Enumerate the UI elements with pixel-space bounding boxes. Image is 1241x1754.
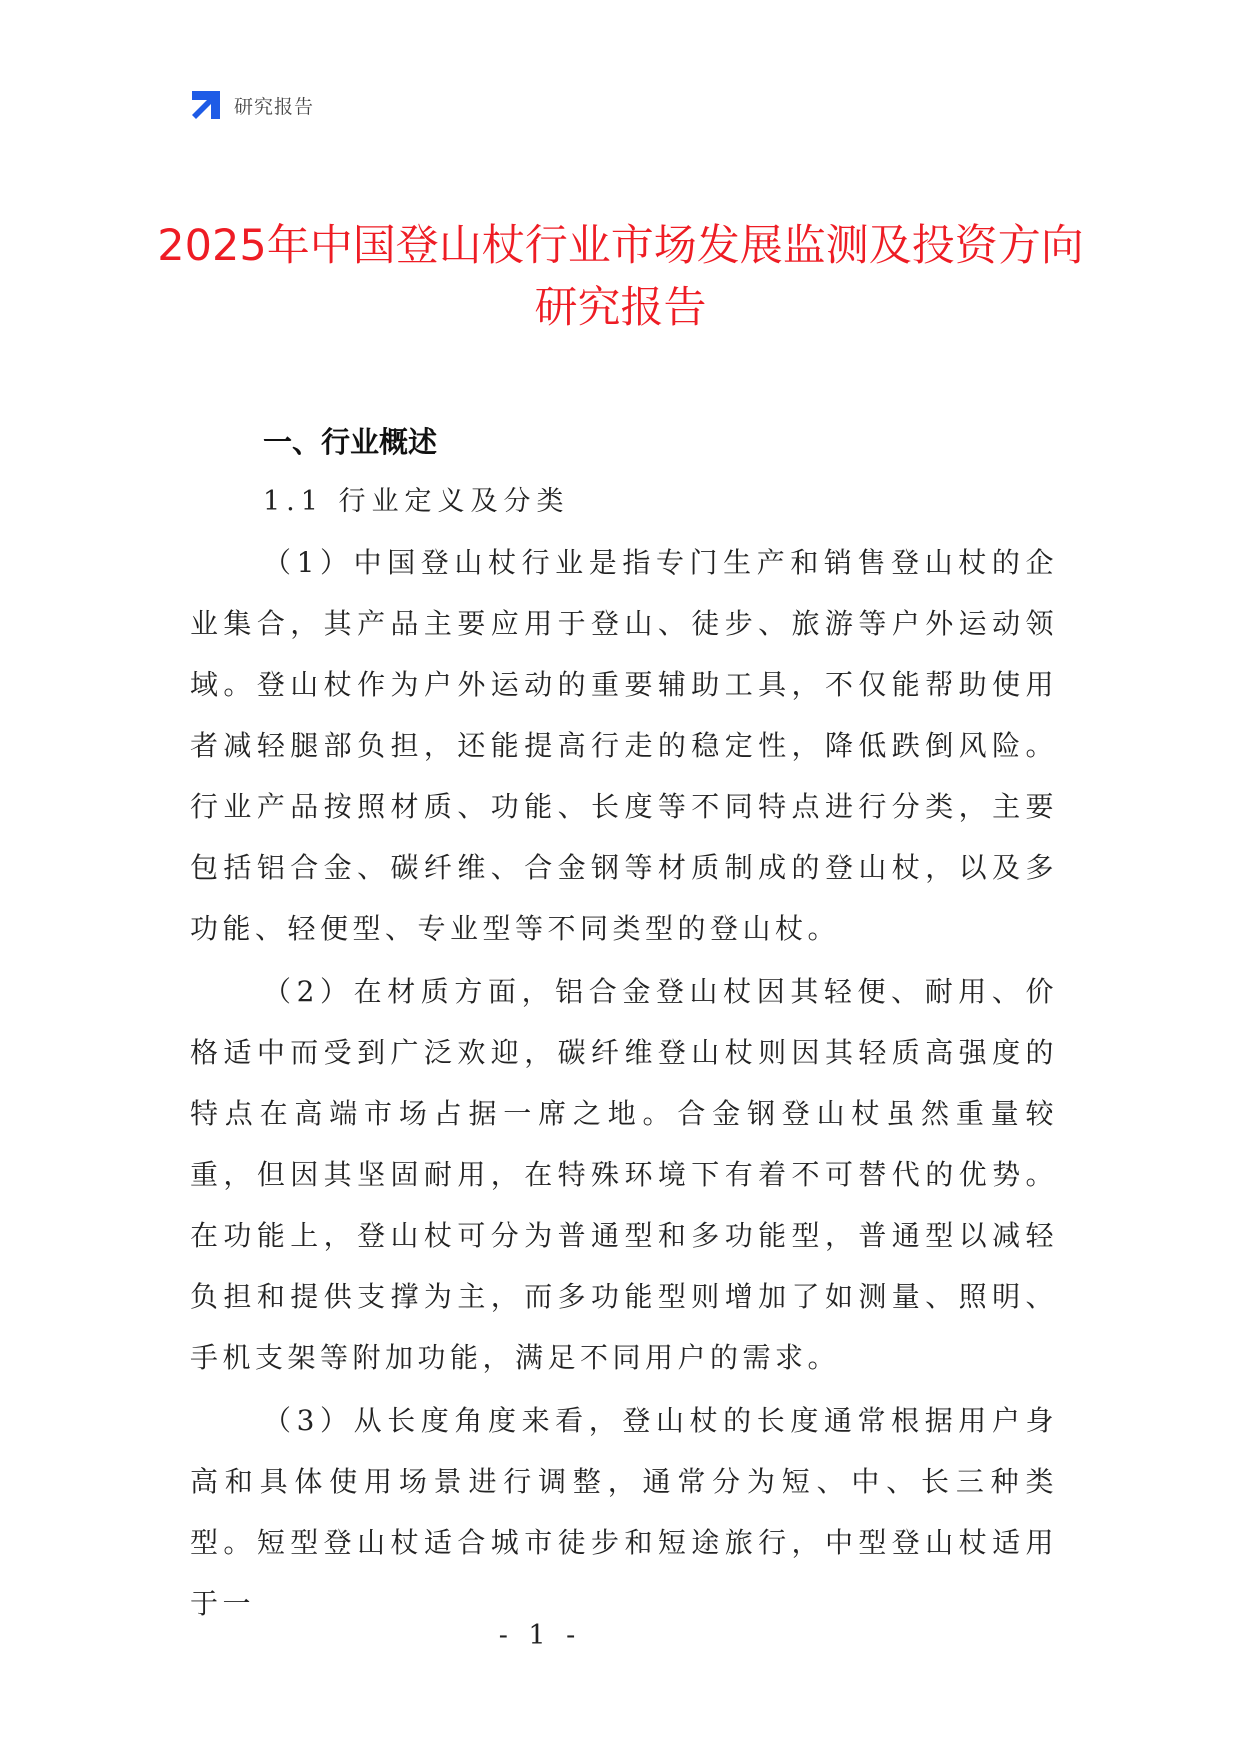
arrow-up-right-icon: [190, 89, 222, 121]
paragraph-3: （3）从长度角度来看，登山杖的长度通常根据用户身高和具体使用场景进行调整，通常分为短、中、长三种类型。短型登山杖适合城市徒步和短途旅行，中型登山杖适用于一: [190, 1404, 1058, 1620]
paragraph-1: （1）中国登山杖行业是指专门生产和销售登山杖的企业集合，其产品主要应用于登山、徒步、旅游等户外运动领域。登山杖作为户外运动的重要辅助工具，不仅能帮助使用者减轻腿部负担，还能提高行走的稳定性，降低跌倒风险。行业产品按照材质、功能、长度等不同特点进行分类，主要包括铝合金、碳纤维、合金钢等材质制成的登山杖，以及多功能、轻便型、专业型等不同类型的登山杖。: [190, 546, 1058, 945]
document-header: [190, 88, 314, 122]
report-body: [190, 412, 1058, 1636]
report-title: 2025年中国登山杖行业市场发展监测及投资方向研究报告: [157, 221, 1084, 333]
paragraph-2: （2）在材质方面，铝合金登山杖因其轻便、耐用、价格适中而受到广泛欢迎，碳纤维登山杖则因其轻质高强度的特点在高端市场占据一席之地。合金钢登山杖虽然重量较重，但因其坚固耐用，在特殊环境下有着不可替代的优势。在功能上，登山杖可分为普通型和多功能型，普通型以减轻负担和提供支撑为主，而多功能型则增加了如测量、照明、手机支架等附加功能，满足不同用户的需求。: [190, 975, 1058, 1374]
header-label: 研究报告: [234, 95, 315, 118]
section-heading: 一、行业概述: [263, 425, 438, 459]
page-number: - 1 -: [498, 1620, 582, 1651]
subsection-heading: 1.1 行业定义及分类: [263, 486, 570, 517]
